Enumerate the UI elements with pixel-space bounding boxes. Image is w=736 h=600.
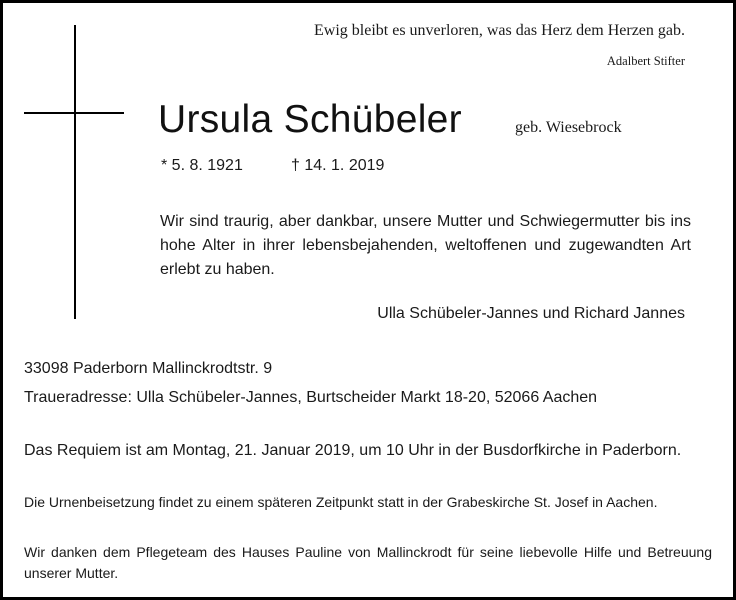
death-date: † 14. 1. 2019 — [291, 157, 385, 174]
requiem-notice: Das Requiem ist am Montag, 21. Januar 2019, um 10 Uhr in der Busdorfkirche in Paderborn. — [24, 442, 682, 459]
urn-burial-notice: Die Urnenbeisetzung findet zu einem späteren Zeitpunkt statt in der Grabeskirche St. Josef in Aachen. — [24, 494, 658, 510]
maiden-name: geb. Wiesebrock — [515, 119, 622, 136]
cross-icon-crossbar — [24, 112, 124, 114]
birth-date: * 5. 8. 1921 — [161, 157, 243, 174]
home-address: 33098 Paderborn Mallinckrodtstr. 9 — [24, 360, 273, 377]
mourning-address: Traueradresse: Ulla Schübeler-Jannes, Burtscheider Markt 18-20, 52066 Aachen — [24, 389, 598, 406]
deceased-name: Ursula Schübeler — [158, 98, 462, 141]
thanks-notice: Wir danken dem Pflegeteam des Hauses Pauline von Mallinckrodt für seine liebevolle Hilfe und Betreuung unserer Mutter. — [24, 544, 712, 581]
family-signature: Ulla Schübeler-Jannes und Richard Jannes — [377, 305, 685, 322]
quote-text: Ewig bleibt es unverloren, was das Herz dem Herzen gab. — [314, 22, 685, 39]
quote-author: Adalbert Stifter — [606, 54, 685, 68]
cross-icon — [74, 25, 76, 319]
mourning-message: Wir sind traurig, aber dankbar, unsere Mutter und Schwiegermutter bis ins hohe Alter in ihrer lebensbejahenden, weltoffenen und zugewandten Art erlebt zu haben. — [160, 213, 691, 278]
